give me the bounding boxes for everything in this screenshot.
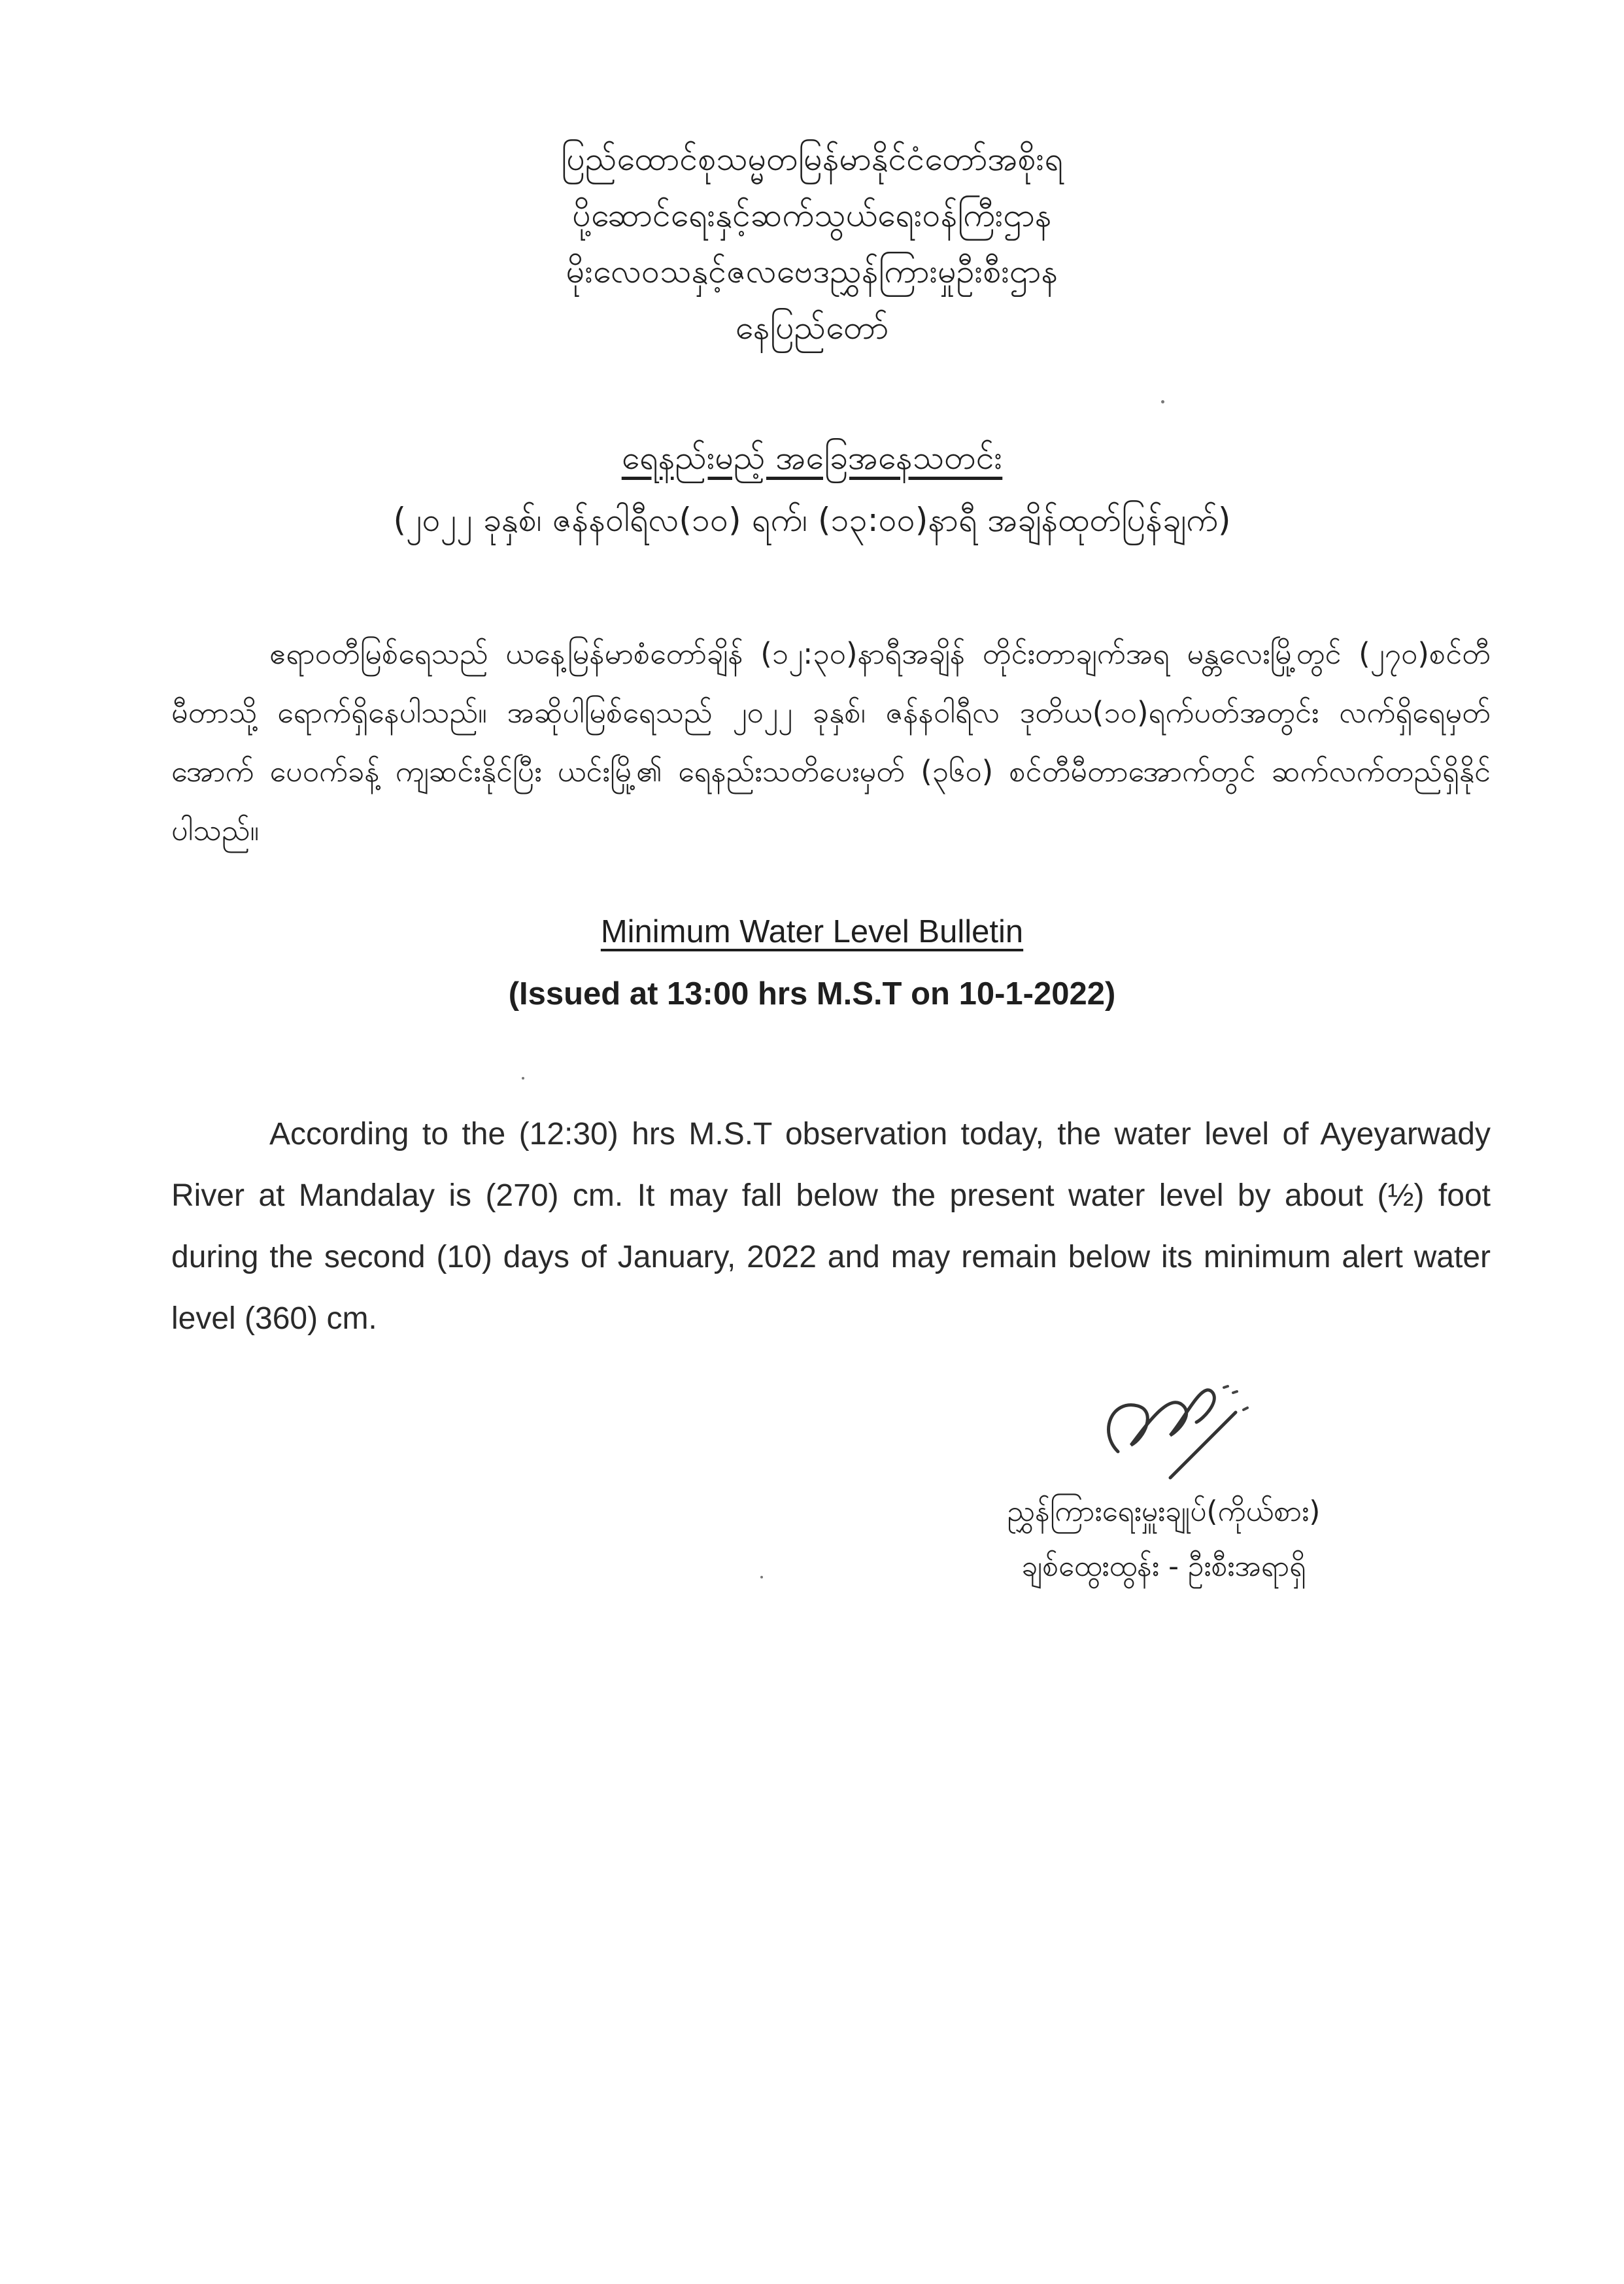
signatory-title: ညွှန်ကြားရေးမှူးချုပ်(ကိုယ်စား) — [1007, 1495, 1321, 1528]
myanmar-bulletin-title: ရေနည်းမည့် အခြေအနေသတင်း — [621, 439, 1003, 477]
scan-speck — [522, 1077, 524, 1080]
scan-speck — [1161, 400, 1164, 403]
scan-speck — [760, 1576, 763, 1578]
signatory-block — [850, 1484, 1478, 1594]
english-bulletin-title: Minimum Water Level Bulletin — [600, 914, 1024, 949]
header-department-line: မိုးလေဝသနှင့်ဇလဗေဒညွှန်ကြားမှုဦးစီးဌာန — [566, 252, 1058, 290]
myanmar-bulletin-subtitle: (၂၀၂၂ ခုနှစ်၊ ဇန်နဝါရီလ(၁၀) ရက်၊ (၁၃:၀၀)နာရီ အချိန်ထုတ်ပြန်ချက်) — [393, 501, 1231, 539]
header-city-line: နေပြည်တော် — [735, 309, 889, 347]
myanmar-bulletin-body: ဧရာဝတီမြစ်ရေသည် ယနေ့မြန်မာစံတော်ချိန် (၁၂:၃၀)နာရီအချိန် တိုင်းတာချက်အရ မန္တလေးမြို့တွင် (၂၇၀)စင်တီမီတာသို့ ရောက်ရှိနေပါသည်။ အဆိုပါမြစ်ရေသည် ၂၀၂၂ ခုနှစ်၊ ဇန်နဝါရီလ ဒုတိယ(၁၀)ရက်ပတ်အတွင်း လက်ရှိရေမှတ်အောက် ပေဝက်ခန့် ကျဆင်းနိုင်ပြီး ယင်းမြို့၏ ရေနည်းသတိပေးမှတ် (၃၆၀) စင်တီမီတာအောက်တွင် ဆက်လက်တည်ရှိနိုင်ပါသည်။ — [171, 636, 1491, 847]
english-bulletin-subtitle: (Issued at 13:00 hrs M.S.T on 10-1-2022) — [508, 976, 1116, 1012]
header-government-line: ပြည်ထောင်စုသမ္မတမြန်မာနိုင်ငံတော်အစိုးရ — [561, 140, 1063, 178]
signatory-name: ချစ်ထွေးထွန်း - ဦးစီးအရာရှိ — [1021, 1550, 1306, 1583]
header-ministry-line: ပို့ဆောင်ရေးနှင့်ဆက်သွယ်ရေးဝန်ကြီးဌာန — [572, 196, 1052, 234]
handwritten-signature — [1072, 1354, 1268, 1497]
english-bulletin-body: According to the (12:30) hrs M.S.T observation today, the water level of Ayeyarwady River at Mandalay is (270) cm. It may fall below the present water level by about (½) foot during the second (10) days of January, 2022 and may remain below its minimum alert water level (360) cm. — [171, 1117, 1491, 1336]
ministry-header — [0, 131, 1624, 356]
